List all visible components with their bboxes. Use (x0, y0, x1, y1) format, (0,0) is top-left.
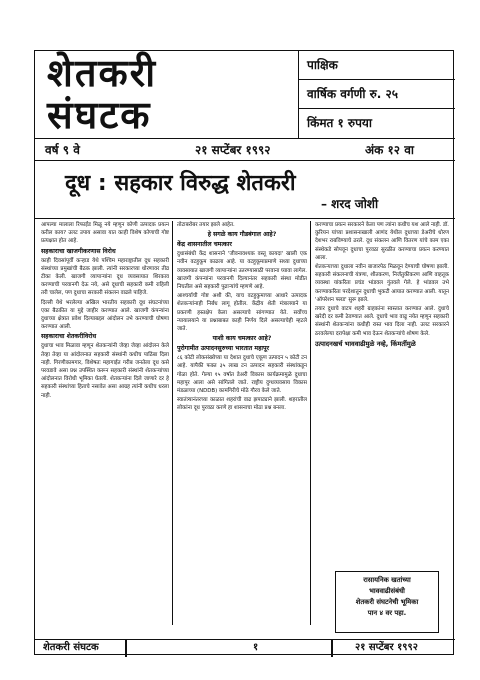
subscription-label: वार्षिक वर्गणी रु. २५ (299, 80, 455, 109)
question-line: हे सगळे काय गौडबंगाल आहे? (207, 231, 277, 239)
paragraph: ८६ कोटी लोकसंख्येच्या या देशात दुधाचे एकूण उत्पादन ५ कोटी टन आहे. यापैकी फक्त ३५ लाख टन उत्पादन सहकारी संस्थांकडून गोळा होते. गेल्या १५ वर्षात डेअरी विकास कार्यक्रमामुळे दुधाचा महापूर आला असे सांगितले जाते. राष्ट्रीय दुग्धव्यवसाय विकास मंडळाच्या (NDDB) कामगिरीचे मोठे गौरव केले जाते. (177, 355, 307, 395)
masthead (35, 51, 455, 139)
paragraph: शेतकऱ्याच्या दुधाला नवीन बाजारपेठ मिळवून देण्याची घोषणा झाली. सहकारी संकलनाची यंत्रणा, शीतकरण, निर्जंतुकीकरण आणि वाहतूक व्यवस्था यांकरिता प्रचंड भांडवल गुंतवले गेले. हे भांडवल उभे करण्याकरिता परदेशातून दुधाची भुकटी आयात करण्यात आली. यातून 'ऑपरेशन फ्लड' सुरू झाले. (315, 264, 449, 303)
article-column-1 (41, 221, 169, 639)
paragraph: स्वातंत्र्यानंतरच्या काळात शहरांची वाढ झपाट्याने झाली. शहरातील लोकांना दूध पुरवठा करणे हा शासनाचा मोठा प्रश्न बनला. (177, 397, 307, 412)
subheading: सहकाराचा खाजगीकरणास विरोध (41, 247, 116, 255)
subheading: सहकाराचा शेतकरीविरोध (41, 333, 97, 341)
masthead-logo (35, 51, 299, 139)
issue-bar (35, 139, 455, 161)
price-label: किंमत १ रुपया (307, 116, 372, 130)
column-divider (172, 221, 173, 625)
promo-line-3: शेतकरी संघटनेची भूमिका (355, 598, 419, 606)
paragraph: करण्याचा प्रयत्न सरकारने केला पण त्यांना कधीच यश आले नाही. डॉ. कुरियन यांच्या प्रशासनाखाली आणंद येथील दुधाच्या डेअरीचे धोरण देशभर राबविण्याचे ठरले. दूध संकलन आणि वितरण यांचे काम एका संस्थेकडे सोपवून दुधाचा पुरवठा सुरळीत करण्याचा प्रयत्न करण्यात आला. (315, 222, 449, 261)
paragraph: आश्चर्याची गोष्ट अशी की, याच वटहुकुमाच्या आधारे उत्पादक शेतकऱ्यांनाही निर्बंध लागू होतील. केंद्रीय शेती मंत्रालयाने या प्रकरणी हस्तक्षेप केला असल्याचे सांगण्यात येते. सर्वोच्च न्यायालयाने या प्रश्नाबाबत काही निर्णय दिले असल्याचेही म्हटले जाते. (177, 293, 307, 333)
paragraph: दुधाचा भाव मिळावा म्हणून शेतकऱ्यांनी जेव्हा जेव्हा आंदोलन केले तेव्हा तेव्हा या आंदोलनात सहकारी संस्थांनी कधीच पाठिंबा दिला नाही. गिरणीकामगार, विशेषतः महागाईत गरीब जनतेला दूध कसे परवडावे असा प्रश्न उपस्थित करून सहकारी संस्थांनी शेतकऱ्यांच्या आंदोलनात विरोधी भूमिका घेतली. शेतकऱ्यांना दिले जाणारे दर हे सहकारी संस्थांच्या हिताचे नसावेत असा आग्रह त्यांनी कधीच धरला नाही. (41, 343, 169, 399)
footer-page-number: १ (253, 642, 259, 653)
footer-divider (331, 640, 333, 657)
paragraph: तयार दुधाचे वाटप शहरी ग्राहकांना स्वस्तात करण्यात आले. दुधाचे खरेदी दर कमी ठेवण्यात आले. दुधाचे भाव वाढू नयेत म्हणून सहकारी संस्थांनी शेतकऱ्यांना कधीही रास्त भाव दिला नाही. उलट सरकारने ठरवलेल्या दरापेक्षा कमी भाव देऊन शेतकऱ्यांचे शोषण केले. (315, 306, 449, 337)
footer-date: २१ सप्टेंबर १९९२ (355, 642, 418, 653)
masthead-info (299, 51, 455, 139)
footer-publication-name: शेतकरी संघटक (43, 642, 99, 653)
question-line: याशी काय चमत्कार आहे? (212, 335, 272, 343)
logo-line-2: संघटक (47, 93, 152, 137)
headline-title: दूध : सहकार विरुद्ध शेतकरी (65, 171, 296, 196)
newspaper-page (34, 50, 454, 655)
issue-date: २१ सप्टेंबर १९९२ (195, 143, 271, 157)
paragraph: दुधासंबंधी केंद्र शासनाने 'जीवनावश्यक वस्तू कायदा' खाली एक नवीन वटहुकूम काढला आहे. या वटहुकूमाप्रमाणे सध्या दुधाच्या व्यवसायात खाजगी व्यापाऱ्यांना उतरण्यासाठी परवाना घ्यावा लागेल. खाजगी कंपन्यांना परवानगी दिल्यानंतर सहकारी संस्था मोडीत निघतील असे सहकारी पुढाऱ्यांचे म्हणणे आहे. (177, 251, 307, 291)
paragraph: काही दिवसांपूर्वी कऱ्हाड येथे पश्चिम महाराष्ट्रातील दूध सहकारी संस्थांच्या प्रमुखांची बैठक झाली. त्यांनी सरकारच्या धोरणावर तीव्र टीका केली. खाजगी व्यापाऱ्यांना दूध व्यवसायात शिरकाव करण्याची परवानगी देऊ नये, असे दूधाची सहकारी कमी राहिली तरी चालेल, पण दुधाचा सरकारी संकलन वाढले पाहिजे. (41, 257, 169, 297)
headline (35, 161, 455, 219)
highlight-line: उत्पादनखर्च भाववाढीमुळे नव्हे, किंमतींमुळे (315, 339, 416, 348)
article-column-2 (177, 221, 307, 639)
subheading: केंद्र शासनातील चमत्कार (177, 241, 232, 249)
logo-line-1: शेतकरी (47, 51, 158, 95)
promo-line-2: भाववाढीसंबंधी (369, 587, 405, 595)
promo-line-4: पान ४ वर पहा. (367, 609, 407, 617)
paragraph: तोटाबरोबर तयार झाले आहेत. (177, 222, 235, 228)
issue-number: अंक १२ वा (365, 143, 414, 157)
column-divider (310, 221, 311, 625)
issue-volume: वर्ष ९ वे (45, 143, 80, 157)
paragraph: आपल्या मालाला रिफाईंड मिळू नये म्हणून कोणी उत्पादक प्रयत्न करील काय? उलट उपाय असावा यात काही विशेष कोणाची गोष्ट प्रत्यक्षात होत आहे. (41, 222, 169, 245)
paragraph: दिल्ली येथे भरलेल्या अखिल भारतीय सहकारी दूध संघटनांच्या एका बैठकीत या मुद्दे जाहीर करण्यात आले. खाजगी कंपन्यांना दुधाच्या क्षेत्रात प्रवेश दिल्याबद्दल आंदोलन उभे करण्याची घोषणा करण्यात आली. (41, 299, 169, 331)
frequency-label: पाक्षिक (299, 51, 455, 80)
footer-divider (125, 640, 127, 657)
page-footer (35, 639, 455, 656)
subheading: पुरोगामीत उत्पादनसुरुच्या भारतात महापूर (177, 345, 270, 353)
promo-box (335, 571, 439, 633)
promo-line-1: रासायनिक खतांच्या (363, 576, 411, 584)
headline-author: – शरद जोशी (321, 197, 379, 211)
